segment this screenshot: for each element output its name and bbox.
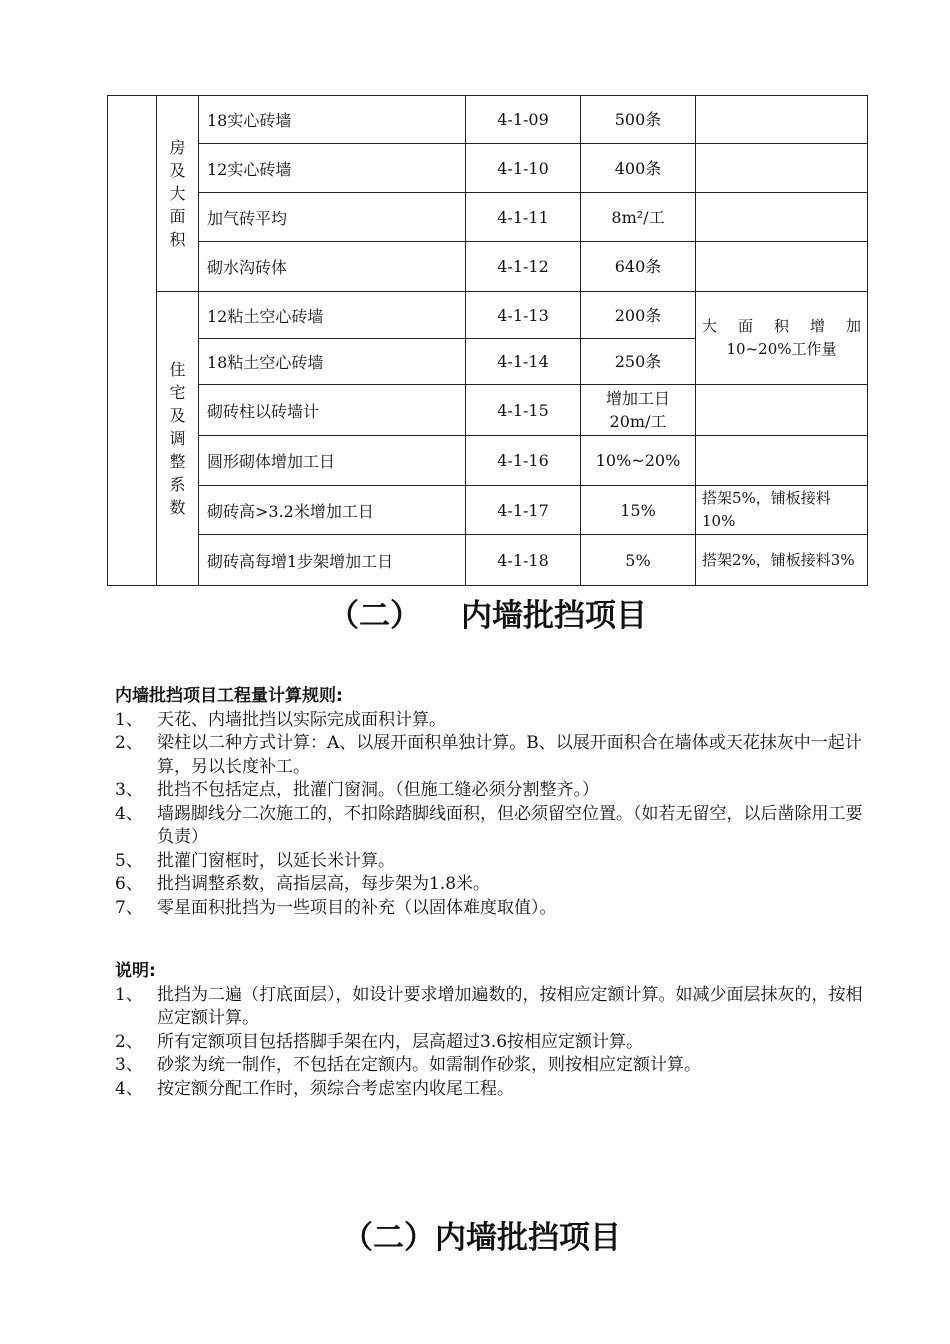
merged-note-cell: [696, 292, 868, 385]
table-row: [108, 535, 868, 586]
item-quota: 10%~20%: [581, 436, 696, 486]
merged-note-spread: 大 面 积 增 加: [702, 317, 861, 335]
item-note: [696, 144, 868, 193]
table-row: [108, 144, 868, 193]
notes-title: 说明:: [115, 961, 156, 981]
item-code: 4-1-11: [466, 193, 581, 242]
notes-section: [115, 960, 865, 1101]
item-name: 18实心砖墙: [199, 96, 466, 144]
list-item: 1、 批挡为二遍（打底面层），如设计要求增加遍数的，按相应定额计算。如减少面层抹灰的，按相应定额计算。: [115, 984, 863, 1028]
item-note: [696, 193, 868, 242]
item-code: 4-1-16: [466, 436, 581, 486]
item-name: 砌水沟砖体: [199, 242, 466, 292]
list-item: 3、 砂浆为统一制作，不包括在定额内。如需制作砂浆，则按相应定额计算。: [115, 1055, 701, 1075]
item-code: 4-1-09: [466, 96, 581, 144]
table-row: [108, 96, 868, 144]
item-note: [696, 96, 868, 144]
item-name: 加气砖平均: [199, 193, 466, 242]
table-row: [108, 242, 868, 292]
group-label-cell: 房 及 大 面 积: [157, 96, 199, 292]
rules-title: 内墙批挡项目工程量计算规则:: [115, 686, 343, 706]
table-row: [108, 193, 868, 242]
item-name: 圆形砌体增加工日: [199, 436, 466, 486]
item-code: 4-1-17: [466, 486, 581, 535]
table-row: [108, 385, 868, 436]
group-label-cell: 住 宅 及 调 整 系 数: [157, 292, 199, 586]
list-item: 4、 按定额分配工作时，须综合考虑室内收尾工程。: [115, 1078, 514, 1099]
item-note: [696, 385, 868, 436]
item-code: 4-1-15: [466, 385, 581, 436]
quota-table: [107, 95, 868, 586]
item-name: 砌砖柱以砖墙计: [199, 385, 466, 436]
blank-column-cell: [108, 96, 157, 586]
list-item: 2、 所有定额项目包括搭脚手架在内，层高超过3.6按相应定额计算。: [115, 1031, 644, 1052]
item-quota: 8m²/工: [581, 193, 696, 242]
list-item: 2、 梁柱以二种方式计算：A、以展开面积单独计算。B、以展开面积合在墙体或天花抹灰中一起计算，另以长度补工。: [115, 733, 862, 777]
item-code: 4-1-12: [466, 242, 581, 292]
item-quota: 15%: [581, 486, 696, 535]
item-quota: 400条: [581, 144, 696, 193]
item-quota: 增加工日 20m/工: [581, 385, 696, 436]
list-item: 6、 批挡调整系数，高指层高，每步架为1.8米。: [115, 874, 491, 894]
list-item: 5、 批灌门窗框时，以延长米计算。: [115, 850, 395, 871]
table-row: [108, 292, 868, 339]
item-note: 搭架5%，铺板接料10%: [696, 486, 868, 535]
item-quota: 640条: [581, 242, 696, 292]
list-item: 3、 批挡不包括定点，批灌门窗洞。（但施工缝必须分割整齐。）: [115, 780, 599, 800]
item-note: 搭架2%，铺板接料3%: [696, 535, 868, 586]
item-code: 4-1-18: [466, 535, 581, 586]
list-item: 7、 零星面积批挡为一些项目的补充（以固体难度取值）。: [115, 897, 557, 918]
item-quota: 250条: [581, 339, 696, 385]
item-code: 4-1-14: [466, 339, 581, 385]
item-code: 4-1-10: [466, 144, 581, 193]
item-quota: 200条: [581, 292, 696, 339]
table-row: [108, 486, 868, 535]
item-quota: 5%: [581, 535, 696, 586]
list-item: 4、 墙踢脚线分二次施工的，不扣除踏脚线面积，但必须留空位置。（如若无留空，以后凿除用工要负责）: [115, 803, 863, 847]
section-heading: （二） 内墙批挡项目: [328, 598, 647, 634]
rules-section: [115, 685, 865, 920]
merged-note-line2: 10~20%工作量: [726, 340, 837, 358]
list-item: 1、 天花、内墙批挡以实际完成面积计算。: [115, 709, 446, 730]
item-note: [696, 436, 868, 486]
item-name: 12粘土空心砖墙: [199, 292, 466, 339]
item-name: 砌砖高>3.2米增加工日: [199, 486, 466, 535]
item-name: 砌砖高每增1步架增加工日: [199, 535, 466, 586]
table-row: [108, 436, 868, 486]
section-heading-repeat: （二）内墙批挡项目: [342, 1220, 621, 1256]
item-quota: 500条: [581, 96, 696, 144]
item-code: 4-1-13: [466, 292, 581, 339]
item-name: 12实心砖墙: [199, 144, 466, 193]
item-name: 18粘土空心砖墙: [199, 339, 466, 385]
item-note: [696, 242, 868, 292]
